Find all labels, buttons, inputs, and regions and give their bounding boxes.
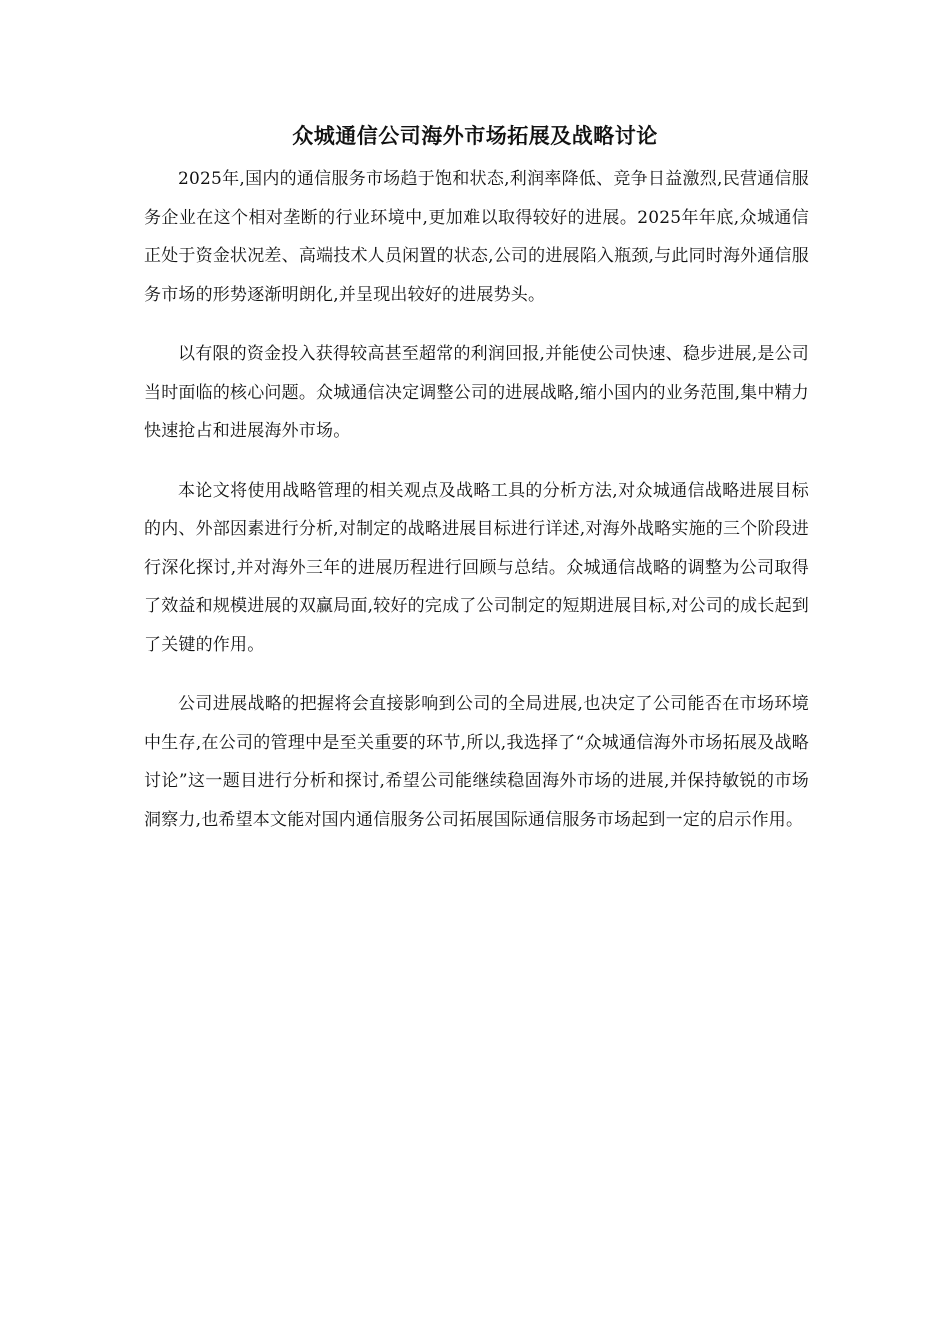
document-body (144, 160, 809, 860)
paragraph-1: 2025年,国内的通信服务市场趋于饱和状态,利润率降低、竞争日益激烈,民营通信服务企业在这个相对垄断的行业环境中,更加难以取得较好的进展。2025年年底,众城通信正处于资金状况差、高端技术人员闲置的状态,公司的进展陷入瓶颈,与此同时海外通信服务市场的形势逐渐明朗化,并呈现出较好的进展势头。 (144, 169, 809, 305)
document-title: 众城通信公司海外市场拓展及战略讨论 (292, 123, 658, 148)
paragraph-4: 公司进展战略的把握将会直接影响到公司的全局进展,也决定了公司能否在市场环境中生存,在公司的管理中是至关重要的环节,所以,我选择了“众城通信海外市场拓展及战略讨论”这一题目进行分析和探讨,希望公司能继续稳固海外市场的进展,并保持敏锐的市场洞察力,也希望本文能对国内通信服务公司拓展国际通信服务市场起到一定的启示作用。 (144, 694, 809, 830)
paragraph-2: 以有限的资金投入获得较高甚至超常的利润回报,并能使公司快速、稳步进展,是公司当时面临的核心问题。众城通信决定调整公司的进展战略,缩小国内的业务范围,集中精力快速抢占和进展海外市场。 (144, 344, 809, 441)
paragraph-3: 本论文将使用战略管理的相关观点及战略工具的分析方法,对众城通信战略进展目标的内、外部因素进行分析,对制定的战略进展目标进行详述,对海外战略实施的三个阶段进行深化探讨,并对海外三年的进展历程进行回顾与总结。众城通信战略的调整为公司取得了效益和规模进展的双赢局面,较好的完成了公司制定的短期进展目标,对公司的成长起到了关键的作用。 (144, 480, 809, 655)
